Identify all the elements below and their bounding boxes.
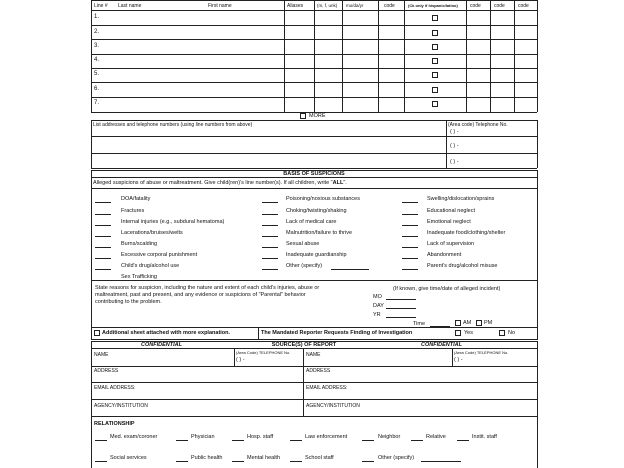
source-email-label: EMAIL ADDRESS: (94, 385, 136, 391)
hispanic-checkbox[interactable] (432, 15, 438, 21)
relationship-other-field[interactable] (421, 461, 461, 462)
suspicion-corporal-punishment: Excessive corporal punishment (121, 252, 198, 258)
suspicion-sexual-abuse: Sexual abuse (286, 241, 320, 247)
line-number-blank[interactable] (95, 269, 111, 270)
relationship-mental-health: Mental health (247, 455, 281, 461)
day-field[interactable] (386, 308, 416, 309)
line-number-blank[interactable] (402, 225, 418, 226)
col-last-name: Last name (118, 3, 142, 9)
suspicion-lack-supervision: Lack of supervision (427, 241, 475, 247)
col-line-number: Line # (94, 3, 108, 9)
line-number-blank[interactable] (402, 247, 418, 248)
source-phone-label: (Area Code) TELEPHONE No. (236, 350, 291, 355)
hispanic-checkbox[interactable] (432, 101, 438, 107)
source2-name-label: NAME (306, 352, 321, 358)
relationship-mark[interactable] (232, 440, 244, 441)
line-number-blank[interactable] (95, 214, 111, 215)
line-number-blank[interactable] (262, 247, 278, 248)
year-field[interactable] (386, 317, 416, 318)
suspicion-malnutrition: Malnutrition/failure to thrive (286, 230, 353, 236)
relationship-title: RELATIONSHIP (94, 421, 135, 427)
year-label: YR (373, 312, 381, 318)
reasons-text-2: maltreatment, past and present, and any evidence or suspicions of "Parental" behavior (95, 292, 306, 298)
relationship-instit-staff: Instit. staff (472, 434, 497, 440)
source2-phone-field[interactable]: ( ) - (454, 357, 463, 363)
relationship-mark[interactable] (176, 461, 188, 462)
confidential-left: CONFIDENTIAL (141, 342, 182, 348)
hispanic-checkbox[interactable] (432, 72, 438, 78)
relationship-mark[interactable] (176, 440, 188, 441)
col-code-1: code (384, 3, 395, 9)
source-phone-field[interactable]: ( ) - (236, 357, 245, 363)
suspicion-doa: DOA/fatality (121, 196, 151, 202)
source2-agency-label: AGENCY/INSTITUTION (306, 403, 360, 409)
addresses-label: List addresses and telephone numbers (using line numbers from above) (93, 122, 253, 128)
month-label: MO (373, 294, 382, 300)
finding-yes-label: Yes (464, 330, 473, 336)
time-label: Time (413, 321, 426, 327)
relationship-other: Other (specify) (378, 455, 415, 461)
line-number-blank[interactable] (262, 269, 278, 270)
line-number-blank[interactable] (402, 236, 418, 237)
month-field[interactable] (386, 299, 416, 300)
relationship-physician: Physician (191, 434, 215, 440)
line-number-blank[interactable] (95, 225, 111, 226)
reasons-text-3: contributing to the problem. (95, 299, 162, 305)
source2-phone-label: (Area Code) TELEPHONE No. (454, 350, 509, 355)
line-number-blank[interactable] (402, 202, 418, 203)
relationship-hosp-staff: Hosp. staff (247, 434, 274, 440)
line-number-blank[interactable] (95, 202, 111, 203)
line-number-blank[interactable] (262, 202, 278, 203)
suspicion-sex-trafficking: Sex Trafficking (121, 274, 157, 280)
line-number-blank[interactable] (402, 269, 418, 270)
relationship-mark[interactable] (95, 440, 107, 441)
source-name-label: NAME (94, 352, 109, 358)
relationship-relative: Relative (426, 434, 446, 440)
phone-field[interactable]: ( ) - (450, 129, 459, 135)
col-aliases: Aliases (287, 3, 304, 9)
relationship-mark[interactable] (362, 440, 374, 441)
hispanic-checkbox[interactable] (432, 30, 438, 36)
relationship-mark[interactable] (232, 461, 244, 462)
relationship-law-enforcement: Law enforcement (305, 434, 348, 440)
line-number-blank[interactable] (95, 258, 111, 259)
table-right-border (537, 0, 538, 112)
suspicion-abandonment: Abandonment (427, 252, 462, 258)
line-number-blank[interactable] (262, 225, 278, 226)
am-label: AM (463, 320, 472, 326)
suspicion-internal-injuries: Internal injuries (e.g., subdural hematoma) (121, 219, 225, 225)
relationship-med-exam: Med. exam/coroner (110, 434, 158, 440)
confidential-right: CONFIDENTIAL (421, 342, 462, 348)
source2-address-label: ADDRESS (306, 368, 331, 374)
am-checkbox[interactable] (455, 320, 461, 326)
col-code-4: code (518, 3, 529, 9)
hispanic-checkbox[interactable] (432, 44, 438, 50)
phone-field[interactable]: ( ) - (450, 143, 459, 149)
relationship-mark[interactable] (457, 440, 469, 441)
additional-sheet-checkbox[interactable] (94, 330, 100, 336)
pm-label: PM (484, 320, 493, 326)
relationship-mark[interactable] (362, 461, 374, 462)
relationship-mark[interactable] (411, 440, 423, 441)
suspicion-burns: Burns/scalding (121, 241, 158, 247)
line-number-blank[interactable] (95, 236, 111, 237)
table-left-border (91, 0, 92, 112)
hispanic-checkbox[interactable] (432, 58, 438, 64)
col-first-name: First name (208, 3, 232, 9)
line-number-blank[interactable] (262, 236, 278, 237)
reasons-text-1: State reasons for suspicion, including the nature and extent of each child's injuries, abuse or (95, 285, 320, 291)
line-number-blank[interactable] (95, 247, 111, 248)
relationship-neighbor: Neighbor (378, 434, 401, 440)
suspicion-guardianship: Inadequate guardianship (286, 252, 347, 258)
more-checkbox[interactable] (300, 113, 306, 119)
col-ethnicity: (Ck only if hispanic/latino) (408, 3, 458, 8)
additional-sheet-label: Additional sheet attached with more explanation. (102, 330, 231, 336)
relationship-mark[interactable] (290, 461, 302, 462)
finding-yes-checkbox[interactable] (455, 330, 461, 336)
suspicion-lacerations: Lacerations/bruises/welts (121, 230, 183, 236)
suspicion-other: Other (specify) (286, 263, 323, 269)
line-number-blank[interactable] (262, 214, 278, 215)
finding-no-label: No (508, 330, 516, 336)
suspicion-poisoning: Poisoning/noxious substances (286, 196, 360, 202)
pm-checkbox[interactable] (476, 320, 482, 326)
basis-instruction: Alleged suspicions of abuse or maltreatment. Give child(ren)'s line number(s). If all children, write "ALL". (93, 180, 347, 186)
suspicion-child-drug-use: Child's drug/alcohol use (121, 263, 180, 269)
col-code-3: code (494, 3, 505, 9)
other-specify-field[interactable] (331, 269, 369, 270)
suspicion-educational-neglect: Educational neglect (427, 208, 476, 214)
source-address-label: ADDRESS (94, 368, 119, 374)
line-number-blank[interactable] (402, 214, 418, 215)
relationship-mark[interactable] (290, 440, 302, 441)
suspicion-swelling: Swelling/dislocation/sprains (427, 196, 495, 202)
phone-label: (Area code) Telephone No. (448, 122, 508, 128)
relationship-public-health: Public health (191, 455, 223, 461)
relationship-school-staff: School staff (305, 455, 334, 461)
hispanic-checkbox[interactable] (432, 87, 438, 93)
suspicion-emotional-neglect: Emotional neglect (427, 219, 471, 225)
finding-no-checkbox[interactable] (499, 330, 505, 336)
suspicion-inadequate-food: Inadequate food/clothing/shelter (427, 230, 506, 236)
line-number-blank[interactable] (402, 258, 418, 259)
suspicion-medical-care: Lack of medical care (286, 219, 337, 225)
suspicion-fractures: Fractures (121, 208, 145, 214)
source2-email-label: EMAIL ADDRESS: (306, 385, 348, 391)
more-label: MORE (309, 113, 326, 119)
suspicion-parent-drug-misuse: Parent's drug/alcohol misuse (427, 263, 498, 269)
col-birthdate: mo/da/yr (346, 3, 364, 8)
incident-date-label: (If known, give time/date of alleged incident) (393, 286, 501, 292)
mandated-reporter-label: The Mandated Reporter Requests Finding of Investigation (261, 330, 413, 336)
source-title: SOURCE(S) OF REPORT (271, 342, 337, 348)
line-number-blank[interactable] (262, 258, 278, 259)
relationship-social-services: Social services (110, 455, 147, 461)
relationship-mark[interactable] (95, 461, 107, 462)
source-agency-label: AGENCY/INSTITUTION (94, 403, 148, 409)
day-label: DAY (373, 303, 384, 309)
basis-title: BASIS OF SUSPICIONS (283, 171, 345, 177)
col-sex: (m, f, unk) (317, 3, 338, 8)
phone-field[interactable]: ( ) - (450, 159, 459, 165)
col-code-2: code (470, 3, 481, 9)
suspicion-choking: Choking/twisting/shaking (286, 208, 347, 214)
